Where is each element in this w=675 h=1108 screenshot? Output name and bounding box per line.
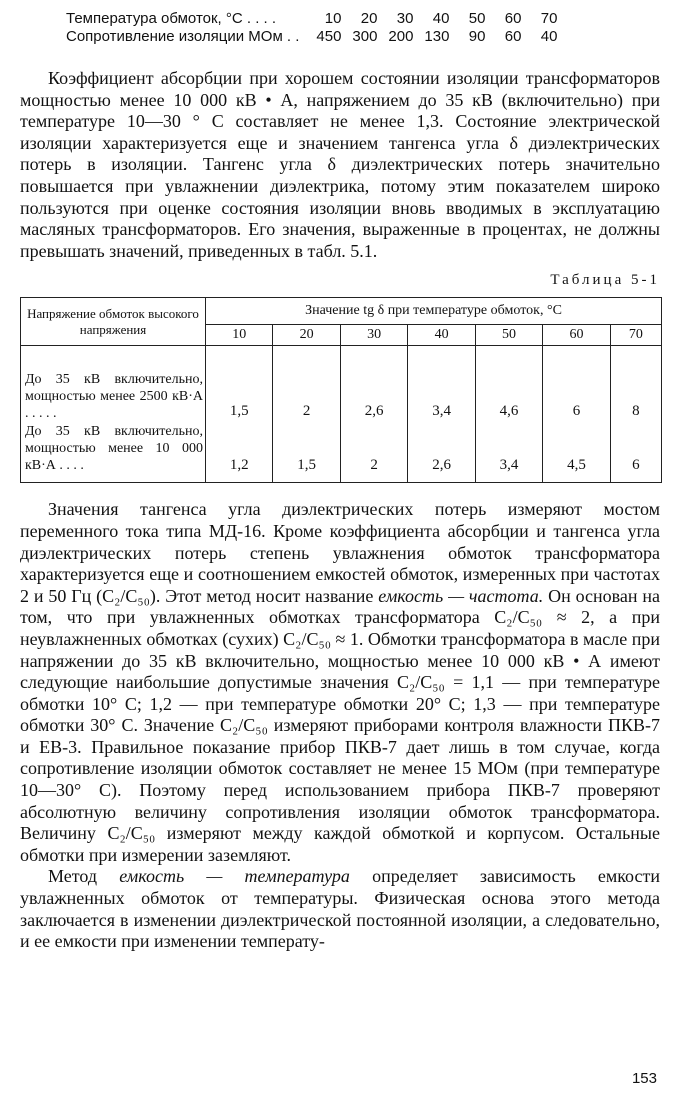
method-name-italic: емкость — частота. xyxy=(378,585,544,606)
resistance-value: 200 xyxy=(388,28,414,45)
table-cell: 1,2 xyxy=(206,422,273,483)
temperature-value: 70 xyxy=(540,10,558,27)
table-caption: Таблица 5-1 xyxy=(550,272,660,289)
table-cell: 6 xyxy=(543,346,610,423)
paragraph-text: Он основан на том, что при увлажненных обмотках трансформатора C₂/C₅₀ ≈ 2, а при неувлажненных обмотках (сухих) C₂/C₅₀ ≈ 1. Обмотки трансформатора в масле при напряжении до 35 кВ включительно, мощностью менее 10 000 кВ • А имеют следующие наибольшие допустимые значения C₂/C₅₀ = 1,1 — при температуре обмотки 10° С; 1,2 — при температуре обмотки 20° С; 1,3 — при температуре обмотки 30° С. Значение C₂/C₅₀ измеряют приборами контроля влажности ПКВ-7 и ЕВ-3. Правильное показание прибор ПКВ-7 дает лишь в том случае, когда сопротивление изоляции обмоток составляет не менее 15 МОм (при температуре 10—30° С). Поэтому перед использованием прибора ПКВ-7 проверяют абсолютную величину сопротивления изоляции обмоток трансформатора. Величину C₂/C₅₀ измеряют между каждой обмоткой и корпусом. Остальные обмотки при измерении заземляют. xyxy=(20,585,661,865)
page-number: 153 xyxy=(631,1070,657,1087)
table-row xyxy=(21,346,662,423)
resistance-value: 90 xyxy=(468,28,486,45)
table-row-desc-text: До 35 кВ включительно, мощностью менее 10 000 кВ·А . . . . xyxy=(25,424,203,474)
table-temp-header: 20 xyxy=(273,325,340,346)
temperature-value: 20 xyxy=(360,10,378,27)
paragraph-absorption: Коэффициент абсорбции при хорошем состоянии изоляции трансформаторов мощностью менее 10 000 кВ • А, напряжением до 35 кВ (включительно) при температуре 10—30 ° С составляет не менее 1,3. Состояние электрической изоляции характеризуется еще и значением тангенса угла δ диэлектрических потерь в изоляции. Тангенс угла δ диэлектрических потерь значительно повышается при увлажнении диэлектрика, потому этим показателем широко пользуются при оценке состояния изоляции вновь вводимых в эксплуатацию масляных трансформаторов. Его значения, выраженные в процентах, не должны превышать значений, приведенных в табл. 5.1. xyxy=(20,68,660,261)
resistance-value: 450 xyxy=(316,28,342,45)
temperature-label: Температура обмоток, °С . . . . xyxy=(66,10,277,27)
table-temp-header: 40 xyxy=(408,325,475,346)
paragraph-capacity-temperature xyxy=(20,866,660,952)
table-temp-header: 60 xyxy=(543,325,610,346)
temperature-value: 10 xyxy=(324,10,342,27)
temperature-value: 30 xyxy=(396,10,414,27)
resistance-value: 60 xyxy=(504,28,522,45)
table-cell: 3,4 xyxy=(408,346,475,423)
table-cell: 2,6 xyxy=(340,346,407,423)
tg-delta-table xyxy=(20,297,662,483)
table-row xyxy=(21,422,662,483)
book-page xyxy=(20,10,660,953)
resistance-label: Сопротивление изоляции МОм . . xyxy=(66,28,300,45)
table-cell: 2,6 xyxy=(408,422,475,483)
table-cell: 1,5 xyxy=(273,422,340,483)
table-cell: 6 xyxy=(610,422,661,483)
paragraph-tg-delta-measurement xyxy=(20,499,660,866)
table-cell: 8 xyxy=(610,346,661,423)
table-temp-header: 10 xyxy=(206,325,273,346)
table-cell: 4,5 xyxy=(543,422,610,483)
resistance-value: 40 xyxy=(540,28,558,45)
table-cell: 4,6 xyxy=(475,346,542,423)
resistance-row xyxy=(66,28,557,46)
table-temp-header: 70 xyxy=(610,325,661,346)
table-cell: 3,4 xyxy=(475,422,542,483)
temperature-value: 60 xyxy=(504,10,522,27)
table-row-header: Напряжение обмоток высокого напряжения xyxy=(21,298,206,346)
temperature-value: 40 xyxy=(432,10,450,27)
table-row-desc xyxy=(21,422,206,483)
temperature-row xyxy=(66,10,557,28)
table-group-header: Значение tg δ при температуре обмоток, °С xyxy=(206,298,662,325)
paragraph-text: определяет зависимость емкости увлажненных обмоток от температуры. Физическая основа этого метода заключается в изменении диэлектрической постоянной изоляции, а следовательно, и ее емкости при изменении температу- xyxy=(20,866,660,952)
table-cell: 2 xyxy=(273,346,340,423)
resistance-value: 130 xyxy=(424,28,450,45)
table-row-desc xyxy=(21,346,206,423)
temperature-value: 50 xyxy=(468,10,486,27)
method-name-italic: емкость — температура xyxy=(119,866,350,887)
table-cell: 2 xyxy=(340,422,407,483)
table-row-desc-text: До 35 кВ включительно, мощностью менее 2500 кВ·А . . . . . xyxy=(25,372,203,422)
paragraph-text: Значения тангенса угла диэлектрических потерь измеряют мостом переменного тока типа МД-16. Кроме коэффициента абсорбции и тангенса угла диэлектрических потерь степень увлажнения обмоток трансформатора характеризуется еще и соотношением емкостей обмоток, измеренных при частотах 2 и 50 Гц (C₂/C₅₀). Этот метод носит название xyxy=(20,499,660,606)
resistance-value: 300 xyxy=(352,28,378,45)
table-temp-header: 50 xyxy=(475,325,542,346)
table-temp-header: 30 xyxy=(340,325,407,346)
paragraph-text: Метод xyxy=(48,866,98,887)
resistance-temperature-table xyxy=(66,10,557,46)
table-cell: 1,5 xyxy=(206,346,273,423)
